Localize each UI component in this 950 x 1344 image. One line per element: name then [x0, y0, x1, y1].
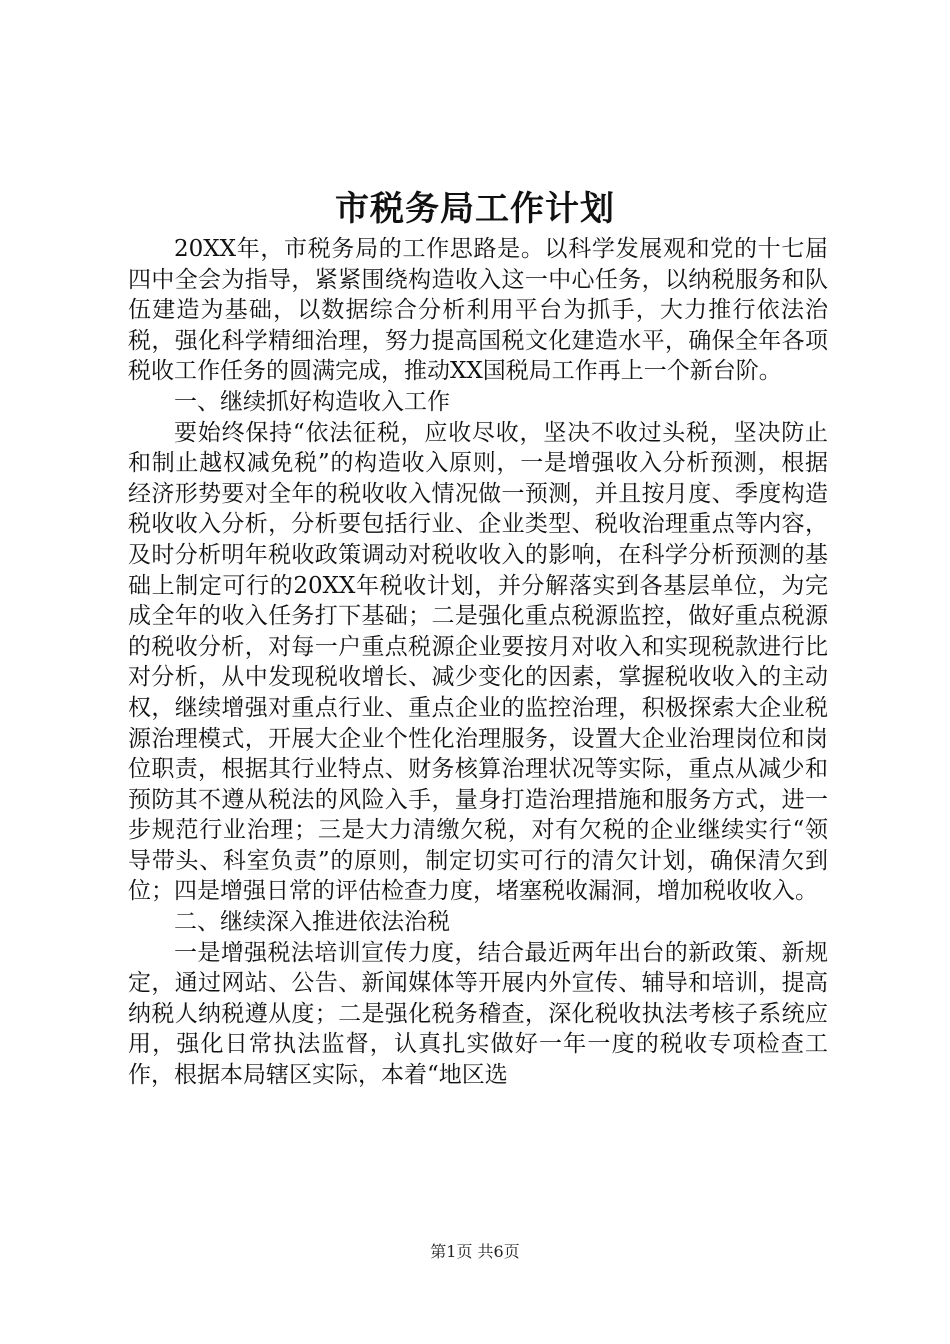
document-title: 市税务局工作计划	[335, 189, 615, 229]
paragraph-intro: 20XX年，市税务局的工作思路是。以科学发展观和党的十七届四中全会为指导，紧紧围绕构造收入这一中心任务，以纳税服务和队伍建造为基础，以数据综合分析利用平台为抓手，大力推行依法治税，强化科学精细治理，努力提高国税文化建造水平，确保全年各项税收工作任务的圆满完成，推动XX国税局工作再上一个新台阶。	[128, 236, 828, 385]
document-body	[128, 234, 828, 1091]
paragraph-section-2: 一是增强税法培训宣传力度，结合最近两年出台的新政策、新规定，通过网站、公告、新闻媒体等开展内外宣传、辅导和培训，提高纳税人纳税遵从度；二是强化税务稽查，深化税收执法考核子系统应用，强化日常执法监督，认真扎实做好一年一度的税收专项检查工作，根据本局辖区实际，本着“地区选	[128, 939, 828, 1089]
page-footer: 第1页 共6页	[430, 1242, 520, 1261]
section-heading-1: 一、继续抓好构造收入工作	[174, 388, 450, 415]
section-heading-2: 二、继续深入推进依法治税	[174, 909, 450, 936]
paragraph-section-1: 要始终保持“依法征税，应收尽收，坚决不收过头税，坚决防止和制止越权减免税”的构造收入原则，一是增强收入分析预测，根据经济形势要对全年的税收收入情况做一预测，并且按月度、季度构造税收收入分析，分析要包括行业、企业类型、税收治理重点等内容，及时分析明年税收政策调动对税收收入的影响，在科学分析预测的基础上制定可行的20XX年税收计划，并分解落实到各基层单位，为完成全年的收入任务打下基础；二是强化重点税源监控，做好重点税源的税收分析，对每一户重点税源企业要按月对收入和实现税款进行比对分析，从中发现税收增长、减少变化的因素，掌握税收收入的主动权，继续增强对重点行业、重点企业的监控治理，积极探索大企业税源治理模式，开展大企业个性化治理服务，设置大企业治理岗位和岗位职责，根据其行业特点、财务核算治理状况等实际，重点从减少和预防其不遵从税法的风险入手，量身打造治理措施和服务方式，进一步规范行业治理；三是大力清缴欠税，对有欠税的企业继续实行“领导带头、科室负责”的原则，制定切实可行的清欠计划，确保清欠到位；四是增强日常的评估检查力度，堵塞税收漏洞，增加税收收入。	[128, 419, 828, 905]
